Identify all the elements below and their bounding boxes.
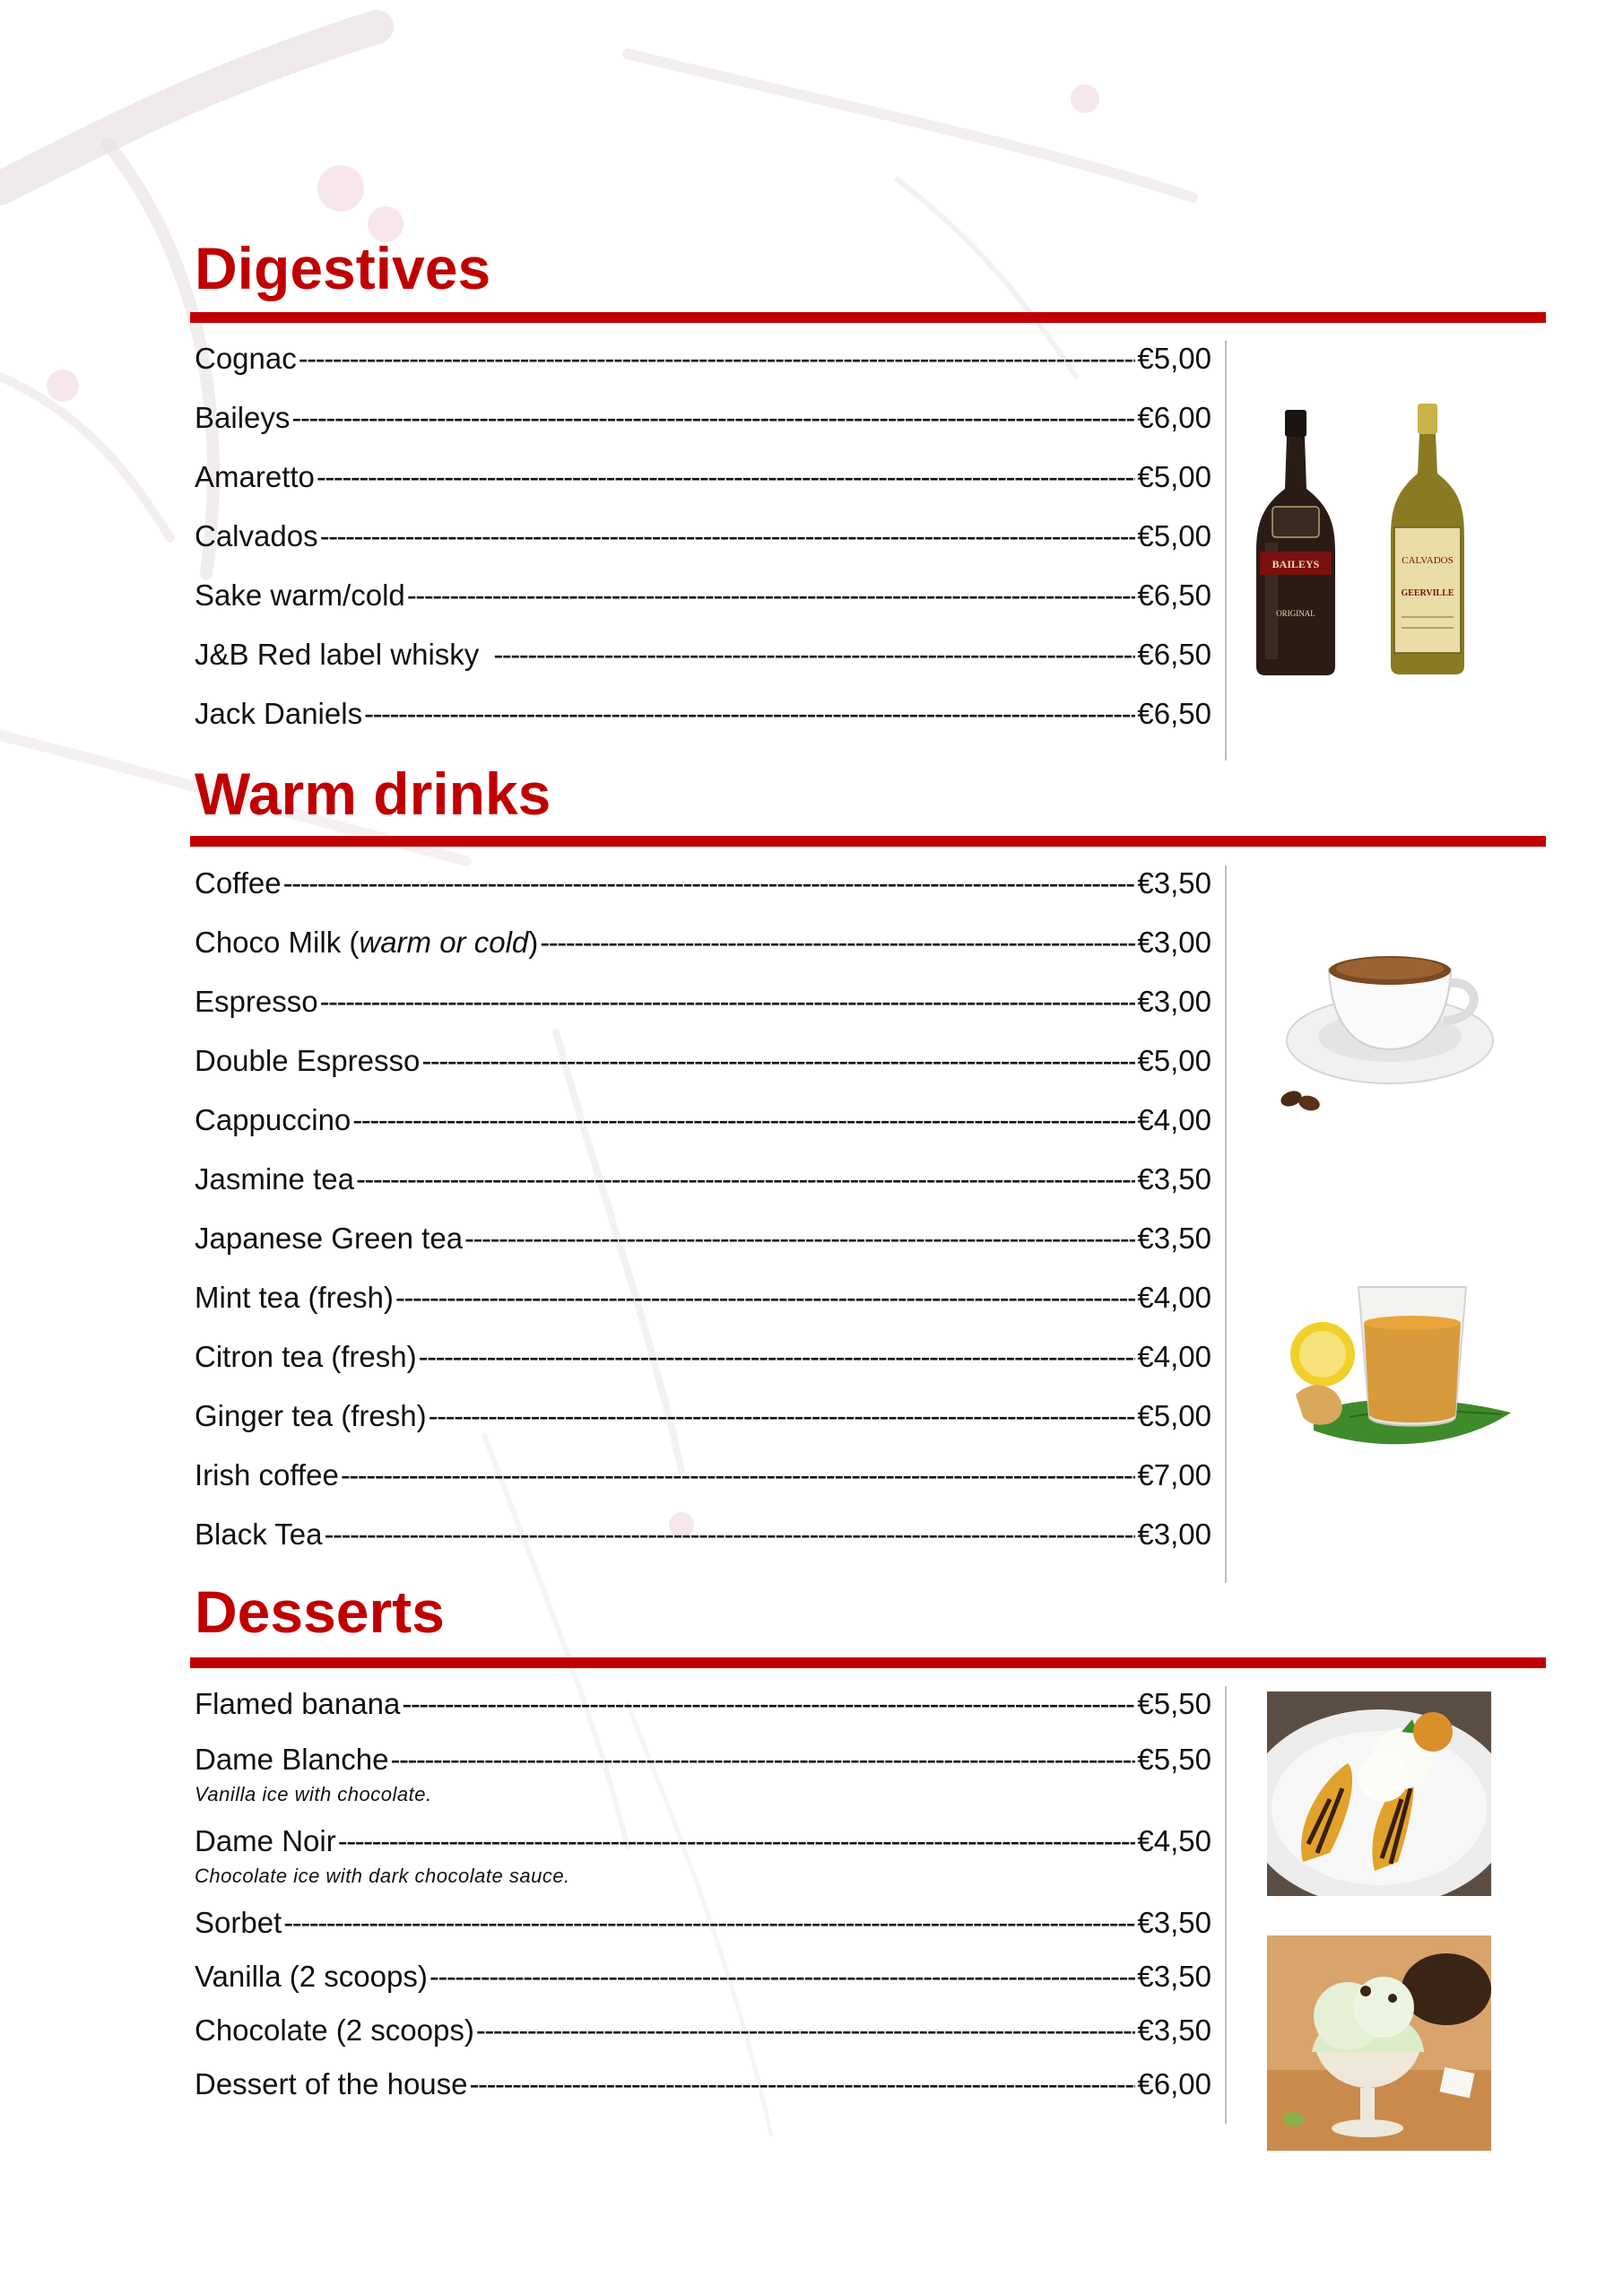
- section-title-warm-drinks: Warm drinks: [195, 761, 551, 827]
- item-name: Jack Daniels: [195, 697, 363, 730]
- item-name: Double Espresso: [195, 1044, 421, 1077]
- menu-item: [195, 1905, 1211, 1959]
- menu-item: [195, 1959, 1211, 2013]
- item-name: Calvados: [195, 519, 318, 552]
- menu-list-desserts: [195, 1686, 1211, 2120]
- item-price: €5,00: [1137, 1399, 1211, 1432]
- item-price: €3,50: [1137, 1162, 1211, 1196]
- item-description: Chocolate ice with dark chocolate sauce.: [195, 1865, 570, 1887]
- item-name: Ginger tea (fresh): [195, 1399, 427, 1432]
- item-price: €6,50: [1137, 638, 1211, 671]
- item-price: €3,00: [1137, 1518, 1211, 1551]
- svg-text:CALVADOS: CALVADOS: [1402, 555, 1454, 566]
- item-name: Choco Milk (warm or cold): [195, 926, 539, 959]
- item-price: €7,00: [1137, 1458, 1211, 1492]
- menu-item: [195, 1457, 1211, 1517]
- ice-cream-image: [1267, 1935, 1491, 2151]
- flamed-banana-image: [1267, 1692, 1491, 1896]
- item-price: €6,50: [1137, 578, 1211, 612]
- item-name: Flamed banana: [195, 1687, 401, 1720]
- item-price: €3,50: [1137, 866, 1211, 900]
- item-price: €6,00: [1137, 401, 1211, 434]
- menu-item: [195, 459, 1211, 518]
- item-name: Amaretto: [195, 460, 315, 493]
- menu-item: [195, 1686, 1211, 1742]
- baileys-bottle-image: [1251, 408, 1341, 677]
- item-price: €3,50: [1137, 1906, 1211, 1939]
- menu-item: [195, 2013, 1211, 2066]
- section-title-digestives: Digestives: [195, 235, 491, 301]
- menu-item: [195, 1398, 1211, 1457]
- item-name: J&B Red label whisky: [195, 638, 480, 671]
- item-name: Japanese Green tea: [195, 1222, 464, 1255]
- item-price: €4,00: [1137, 1340, 1211, 1373]
- menu-item: [195, 1823, 1211, 1905]
- tea-glass-image: [1278, 1260, 1520, 1457]
- item-price: €4,00: [1137, 1103, 1211, 1136]
- menu-list-digestives: [195, 341, 1211, 755]
- item-name: Citron tea (fresh): [195, 1340, 417, 1373]
- item-price: €5,50: [1137, 1687, 1211, 1720]
- menu-item: [195, 1043, 1211, 1102]
- item-name: Mint tea (fresh): [195, 1281, 394, 1314]
- espresso-cup-image: [1273, 924, 1506, 1121]
- menu-item: [195, 696, 1211, 755]
- section-rule-digestives: [190, 312, 1546, 323]
- menu-item: [195, 1742, 1211, 1823]
- menu-item: [195, 1161, 1211, 1221]
- column-divider-warm-drinks: [1225, 865, 1227, 1583]
- item-name: Espresso: [195, 985, 318, 1018]
- menu-item: [195, 1517, 1211, 1576]
- menu-item: [195, 1339, 1211, 1398]
- item-name: Dame Noir: [195, 1824, 336, 1857]
- menu-item: [195, 865, 1211, 925]
- item-price: €3,50: [1137, 1960, 1211, 1993]
- menu-item: [195, 578, 1211, 637]
- menu-item: [195, 984, 1211, 1043]
- item-price: €3,00: [1137, 985, 1211, 1018]
- item-name: Dessert of the house: [195, 2067, 468, 2100]
- item-name: Vanilla (2 scoops): [195, 1960, 428, 1993]
- svg-text:BAILEYS: BAILEYS: [1271, 558, 1320, 570]
- item-price: €4,00: [1137, 1281, 1211, 1314]
- item-name: Cappuccino: [195, 1103, 352, 1136]
- column-divider-desserts: [1225, 1686, 1227, 2124]
- item-name: Baileys: [195, 401, 291, 434]
- menu-list-warm-drinks: [195, 865, 1211, 1576]
- item-name: Black Tea: [195, 1518, 323, 1551]
- svg-text:ORIGINAL: ORIGINAL: [1276, 609, 1315, 618]
- section-rule-warm-drinks: [190, 836, 1546, 847]
- calvados-bottle-image: [1385, 402, 1471, 675]
- item-name: Jasmine tea: [195, 1162, 354, 1196]
- item-price: €6,50: [1137, 697, 1211, 730]
- item-price: €5,00: [1137, 519, 1211, 552]
- menu-item: [195, 637, 1211, 696]
- item-name: Irish coffee: [195, 1458, 339, 1492]
- item-description: Vanilla ice with chocolate.: [195, 1783, 432, 1805]
- item-price: €5,50: [1137, 1743, 1211, 1776]
- item-price: €6,00: [1137, 2067, 1211, 2100]
- menu-item: [195, 400, 1211, 459]
- section-title-desserts: Desserts: [195, 1578, 445, 1645]
- item-price: €3,50: [1137, 2013, 1211, 2047]
- item-price: €5,00: [1137, 460, 1211, 493]
- menu-item: [195, 341, 1211, 400]
- section-rule-desserts: [190, 1657, 1546, 1668]
- item-price: €3,50: [1137, 1222, 1211, 1255]
- column-divider-digestives: [1225, 341, 1227, 761]
- item-price: €5,00: [1137, 342, 1211, 375]
- menu-item: [195, 1102, 1211, 1161]
- menu-item: [195, 1280, 1211, 1339]
- svg-text:GEERVILLE: GEERVILLE: [1401, 588, 1454, 598]
- menu-item: [195, 1221, 1211, 1280]
- item-name: Sake warm/cold: [195, 578, 405, 612]
- menu-item: [195, 925, 1211, 984]
- item-price: €4,50: [1137, 1824, 1211, 1857]
- item-name: Chocolate (2 scoops): [195, 2013, 474, 2047]
- item-name: Coffee: [195, 866, 282, 900]
- item-price: €5,00: [1137, 1044, 1211, 1077]
- item-name: Sorbet: [195, 1906, 282, 1939]
- menu-item: [195, 518, 1211, 578]
- item-name: Dame Blanche: [195, 1743, 389, 1776]
- menu-item: [195, 2066, 1211, 2120]
- item-price: €3,00: [1137, 926, 1211, 959]
- item-name: Cognac: [195, 342, 297, 375]
